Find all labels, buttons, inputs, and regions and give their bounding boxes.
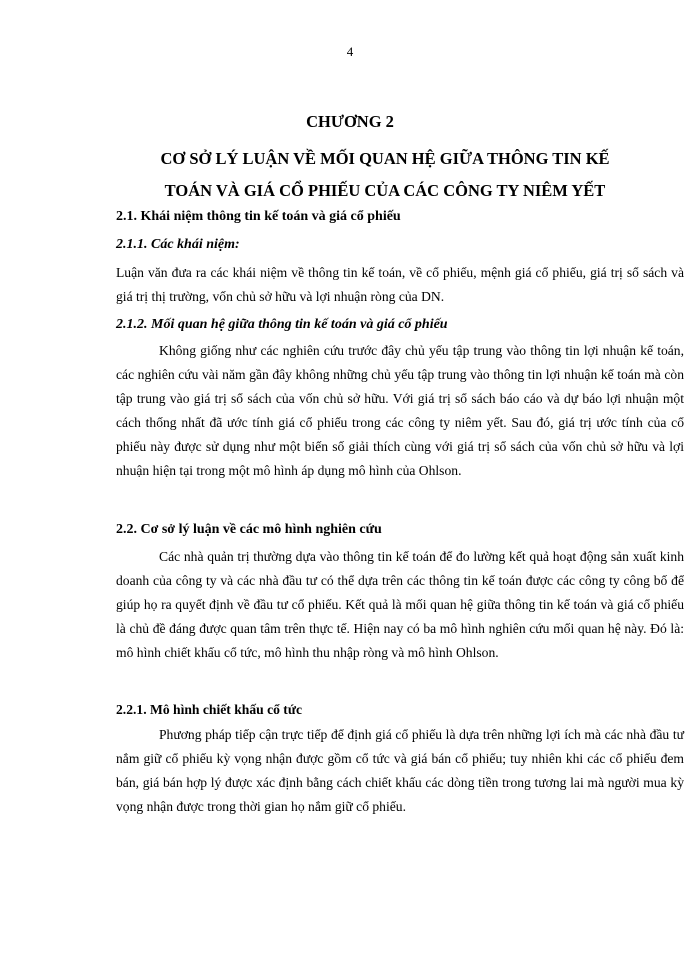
chapter-heading: CHƯƠNG 2 — [306, 112, 394, 131]
chapter-title-line-1: CƠ SỞ LÝ LUẬN VỀ MỐI QUAN HỆ GIỮA THÔNG TIN KẾ — [160, 149, 610, 168]
chapter-title — [90, 143, 680, 207]
page-number: 4 — [346, 44, 354, 59]
section-2-1-heading: 2.1. Khái niệm thông tin kế toán và giá cổ phiếu — [116, 209, 401, 224]
paragraph-2-1-2: Không giống như các nghiên cứu trước đây chủ yếu tập trung vào thông tin lợi nhuận kế toán, các nghiên cứu vài năm gần đây không những chủ yếu tập trung vào thông tin lợi nhuận kế toán mà còn tập trung vào giá trị sổ sách của vốn chủ sở hữu. Với giá trị sổ sách báo cáo và dự báo lợi nhuận một cách thống nhất đã ước tính giá cổ phiếu trong các công ty niêm yết. Sau đó, giá trị ước tính của cổ phiếu này được sử dụng như một biến số giải thích cùng với giá trị sổ sách của vốn chủ sở hữu và lợi nhuận hiện tại trong một mô hình áp dụng mô hình của Ohlson. — [116, 343, 684, 478]
section-2-1-1-heading: 2.1.1. Các khái niệm: — [116, 237, 240, 252]
section-2-2-heading: 2.2. Cơ sở lý luận về các mô hình nghiên cứu — [116, 522, 382, 537]
paragraph-2-1-1: Luận văn đưa ra các khái niệm về thông tin kế toán, về cổ phiếu, mệnh giá cổ phiếu, giá trị sổ sách và giá trị thị trường, vốn chủ sở hữu và lợi nhuận ròng của DN. — [116, 265, 684, 304]
section-2-1-2-heading: 2.1.2. Mối quan hệ giữa thông tin kế toán và giá cổ phiếu — [116, 317, 448, 332]
chapter-title-line-2: TOÁN VÀ GIÁ CỔ PHIẾU CỦA CÁC CÔNG TY NIÊM YẾT — [164, 181, 606, 200]
paragraph-2-2: Các nhà quản trị thường dựa vào thông tin kế toán để đo lường kết quả hoạt động sản xuất kinh doanh của công ty và các nhà đầu tư có thể dựa trên các thông tin kế toán được các công ty công bố để giúp họ ra quyết định về đầu tư cổ phiếu. Kết quả là mối quan hệ giữa thông tin kế toán và giá cổ phiếu là chủ đề đáng được quan tâm trên thực tế. Hiện nay có ba mô hình nghiên cứu mối quan hệ này. Đó là: mô hình chiết khấu cổ tức, mô hình thu nhập ròng và mô hình Ohlson. — [116, 549, 684, 660]
section-2-2-1-heading: 2.2.1. Mô hình chiết khấu cổ tức — [116, 702, 303, 717]
paragraph-2-2-1: Phương pháp tiếp cận trực tiếp để định giá cổ phiếu là dựa trên những lợi ích mà các nhà đầu tư nắm giữ cổ phiếu kỳ vọng nhận được gồm cổ tức và giá bán cổ phiếu; tuy nhiên khi các cổ phiếu đem bán, giá bán hợp lý được xác định bằng cách chiết khấu các dòng tiền trong tương lai mà người mua kỳ vọng nhận được trong thời gian họ nắm giữ cổ phiếu. — [116, 727, 684, 814]
